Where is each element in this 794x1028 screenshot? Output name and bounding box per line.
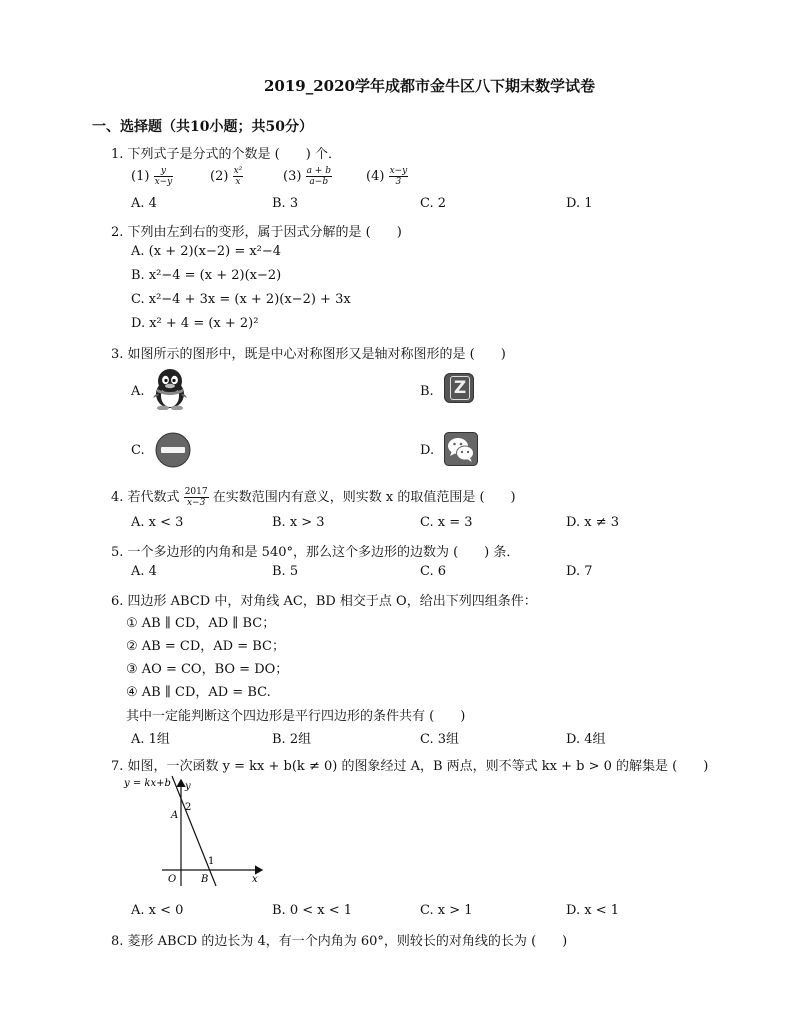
penguin-icon[interactable] bbox=[150, 368, 190, 410]
q4-stem-pre: 4. 若代数式 bbox=[111, 490, 180, 505]
origin-label: O bbox=[168, 874, 177, 885]
q2-stem: 2. 下列由左到右的变形，属于因式分解的是 ( ) bbox=[111, 225, 402, 240]
q7-option-a[interactable]: A. x < 0 bbox=[131, 903, 184, 918]
q1-item-2 bbox=[210, 166, 243, 187]
y-intercept-value: 2 bbox=[185, 802, 192, 813]
point-a-label: A bbox=[171, 810, 179, 821]
q2-option-c[interactable]: C. x²−4 + 3x = (x + 2)(x−2) + 3x bbox=[131, 292, 351, 307]
numerator: 2017 bbox=[184, 487, 208, 497]
q2-option-d[interactable]: D. x² + 4 = (x + 2)² bbox=[131, 316, 259, 331]
z-icon[interactable] bbox=[444, 373, 474, 403]
q1-option-b[interactable]: B. 3 bbox=[272, 196, 299, 211]
q2-option-a[interactable]: A. (x + 2)(x−2) = x²−4 bbox=[131, 244, 282, 259]
q6-condition-4: ④ AB ∥ CD，AD = BC. bbox=[126, 685, 271, 700]
q6-stem: 6. 四边形 ABCD 中，对角线 AC，BD 相交于点 O，给出下列四组条件： bbox=[111, 594, 537, 609]
q1-option-a[interactable]: A. 4 bbox=[131, 196, 157, 211]
q2-option-b[interactable]: B. x²−4 = (x + 2)(x−2) bbox=[131, 268, 282, 283]
q1-item-4 bbox=[366, 166, 408, 187]
x-intercept-value: 1 bbox=[208, 856, 215, 867]
section-heading: 一、选择题（共10小题；共50分） bbox=[92, 119, 313, 135]
z-letter: Z bbox=[450, 376, 470, 400]
fraction bbox=[184, 487, 209, 508]
q5-option-d[interactable]: D. 7 bbox=[566, 564, 593, 579]
q7-option-c[interactable]: C. x > 1 bbox=[420, 903, 473, 918]
fraction bbox=[306, 166, 332, 187]
q1-stem: 1. 下列式子是分式的个数是 ( ) 个． bbox=[111, 147, 341, 162]
q4-stem-post: 在实数范围内有意义，则实数 x 的取值范围是 ( ) bbox=[212, 490, 516, 505]
q4-stem bbox=[111, 486, 516, 508]
denominator: x bbox=[235, 177, 241, 187]
wechat-icon[interactable] bbox=[444, 432, 478, 466]
x-axis-label: x bbox=[252, 874, 258, 885]
fraction bbox=[233, 166, 244, 187]
q3-label-b[interactable]: B. bbox=[420, 384, 434, 399]
denominator: 3 bbox=[395, 177, 402, 187]
q3-label-c[interactable]: C. bbox=[131, 443, 145, 458]
q1-item-label: (1) bbox=[131, 169, 150, 184]
q7-option-b[interactable]: B. 0 < x < 1 bbox=[272, 903, 353, 918]
q3-label-d[interactable]: D. bbox=[420, 443, 435, 458]
denominator: x−y bbox=[154, 177, 173, 187]
numerator: a + b bbox=[306, 166, 331, 176]
q1-item-1 bbox=[131, 166, 173, 187]
q1-option-d[interactable]: D. 1 bbox=[566, 196, 593, 211]
q4-option-a[interactable]: A. x < 3 bbox=[131, 515, 184, 530]
point-b-label: B bbox=[201, 874, 209, 885]
q6-option-b[interactable]: B. 2组 bbox=[272, 732, 312, 747]
q5-option-b[interactable]: B. 5 bbox=[272, 564, 299, 579]
q7-stem: 7. 如图，一次函数 y = kx + b(k ≠ 0) 的图象经过 A，B 两点，则不等式 kx + b > 0 的解集是 ( ) bbox=[111, 759, 709, 774]
q4-option-c[interactable]: C. x = 3 bbox=[420, 515, 473, 530]
fraction bbox=[154, 166, 174, 187]
q3-label-a[interactable]: A. bbox=[131, 384, 145, 399]
q5-option-a[interactable]: A. 4 bbox=[131, 564, 157, 579]
numerator: x−y bbox=[389, 166, 408, 176]
denominator: a−b bbox=[309, 177, 329, 187]
y-axis-label: y bbox=[185, 781, 191, 792]
q1-option-c[interactable]: C. 2 bbox=[420, 196, 447, 211]
q6-condition-2: ② AB = CD，AD = BC； bbox=[126, 639, 285, 654]
q6-option-c[interactable]: C. 3组 bbox=[420, 732, 460, 747]
no-entry-icon[interactable] bbox=[155, 432, 191, 468]
page-title: 2019_2020学年成都市金牛区八下期末数学试卷 bbox=[264, 77, 595, 95]
q1-item-label: (4) bbox=[366, 169, 385, 184]
q1-item-label: (3) bbox=[283, 169, 302, 184]
q3-stem: 3. 如图所示的图形中，既是中心对称图形又是轴对称图形的是 ( ) bbox=[111, 347, 506, 362]
q7-option-d[interactable]: D. x < 1 bbox=[566, 903, 619, 918]
line-label: y = kx+b bbox=[124, 778, 171, 789]
q6-tail: 其中一定能判断这个四边形是平行四边形的条件共有 ( ) bbox=[126, 709, 466, 724]
numerator: x² bbox=[233, 166, 243, 176]
q6-option-a[interactable]: A. 1组 bbox=[131, 732, 170, 747]
linear-function-graph bbox=[118, 774, 268, 892]
q5-stem: 5. 一个多边形的内角和是 540°，那么这个多边形的边数为 ( ) 条． bbox=[111, 545, 520, 560]
q8-stem: 8. 菱形 ABCD 的边长为 4，有一个内角为 60°，则较长的对角线的长为 ( ) bbox=[111, 934, 568, 949]
q6-condition-1: ① AB ∥ CD，AD ∥ BC； bbox=[126, 616, 276, 631]
q4-option-d[interactable]: D. x ≠ 3 bbox=[566, 515, 619, 530]
q1-item-3 bbox=[283, 166, 332, 187]
denominator: x−3 bbox=[186, 498, 206, 508]
numerator: y bbox=[154, 166, 174, 177]
q5-option-c[interactable]: C. 6 bbox=[420, 564, 447, 579]
q4-option-b[interactable]: B. x > 3 bbox=[272, 515, 325, 530]
q6-condition-3: ③ AO = CO，BO = DO； bbox=[126, 662, 289, 677]
q1-item-label: (2) bbox=[210, 169, 229, 184]
q6-option-d[interactable]: D. 4组 bbox=[566, 732, 606, 747]
fraction bbox=[389, 166, 409, 187]
